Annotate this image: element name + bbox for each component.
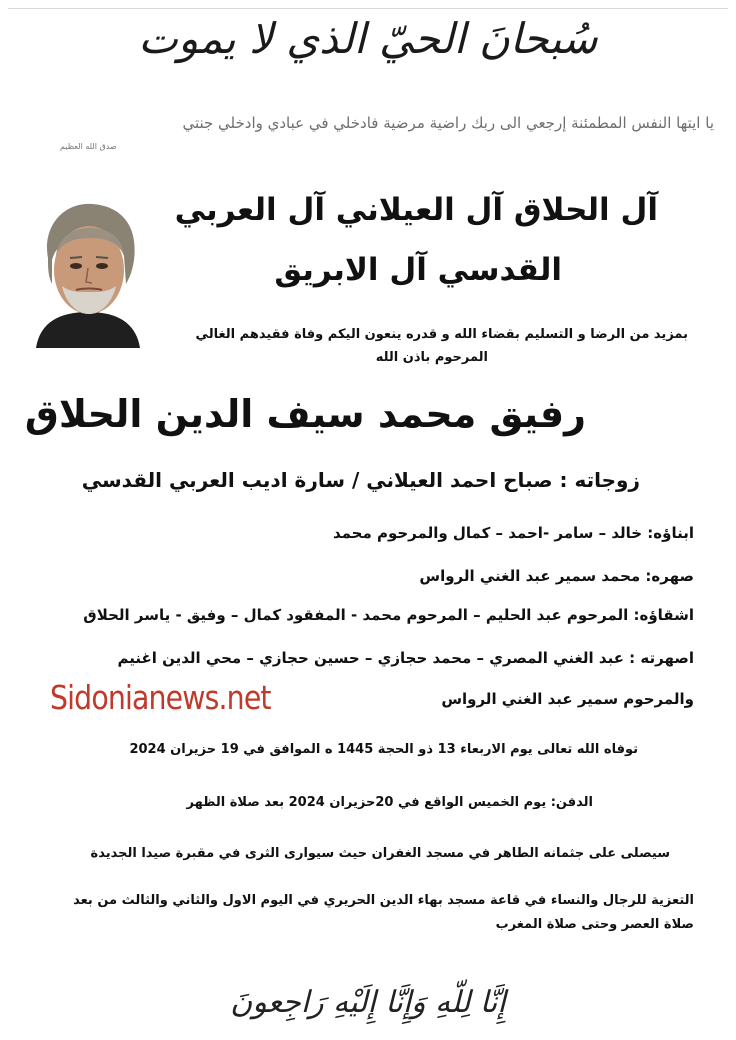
funeral-prayer-line: سيصلى على جثمانه الطاهر في مسجد الغفران حيث سيوارى الثرى في مقبرة صيدا الجديدة — [90, 846, 670, 861]
in-laws-line-2: والمرحوم سمير عبد الغني الرواس — [441, 690, 694, 708]
wives-line: زوجاته : صباح احمد العيلاني / سارة اديب العربي القدسي — [81, 468, 640, 492]
brothers-line: اشقاؤه: المرحوم عبد الحليم – المرحوم محمد - المفقود كمال – وفيق - ياسر الحلاق — [83, 606, 694, 624]
families-line-1: آل الحلاق آل العيلاني آل العربي — [174, 192, 658, 228]
families-line-2: القدسي آل الابريق — [274, 252, 562, 288]
son-in-law-line: صهره: محمد سمير عبد الغني الرواس — [419, 567, 694, 585]
verse-signature: صدق الله العظيم — [60, 142, 117, 151]
watermark-text: Sidonianews.net — [50, 678, 271, 717]
closing-calligraphy: إِنَّا لِلّهِ وَإِنَّا إِلَيْهِ رَاجِعونَ — [230, 985, 506, 1020]
deceased-name: رفيق محمد سيف الدين الحلاق — [24, 392, 586, 436]
burial-line: الدفن: يوم الخميس الواقع في 20حزيران 2024 بعد صلاة الظهر — [186, 795, 593, 810]
condolence-line-1: التعزية للرجال والنساء في قاعة مسجد بهاء الدين الحريري في اليوم الاول والثاني والثالث من بعد — [73, 893, 694, 908]
sons-line: ابناؤه: خالد – سامر -احمد – كمال والمرحوم محمد — [332, 524, 694, 542]
condolence-line-2: صلاة العصر وحتى صلاة المغرب — [495, 917, 694, 932]
quran-verse: يا ايتها النفس المطمئنة إرجعي الى ربك راضية مرضية فادخلي في عبادي وادخلي جنتي — [182, 114, 714, 132]
intro-line-1: بمزيد من الرضا و التسليم بقضاء الله و قدره ينعون اليكم وفاة فقيدهم الغالي — [195, 327, 688, 342]
in-laws-line-1: اصهرته : عبد الغني المصري – محمد حجازي – حسين حجازي – محي الدين اغنيم — [117, 649, 694, 667]
death-date-line: توفاه الله تعالى يوم الاربعاء 13 ذو الحجة 1445 ه الموافق في 19 حزيران 2024 — [129, 742, 638, 757]
intro-line-2: المرحوم باذن الله — [375, 350, 488, 365]
deceased-portrait-photo — [34, 200, 142, 348]
calligraphy-title: سُبحانَ الحيّ الذي لا يموت — [138, 14, 598, 63]
page-frame — [8, 8, 728, 1033]
